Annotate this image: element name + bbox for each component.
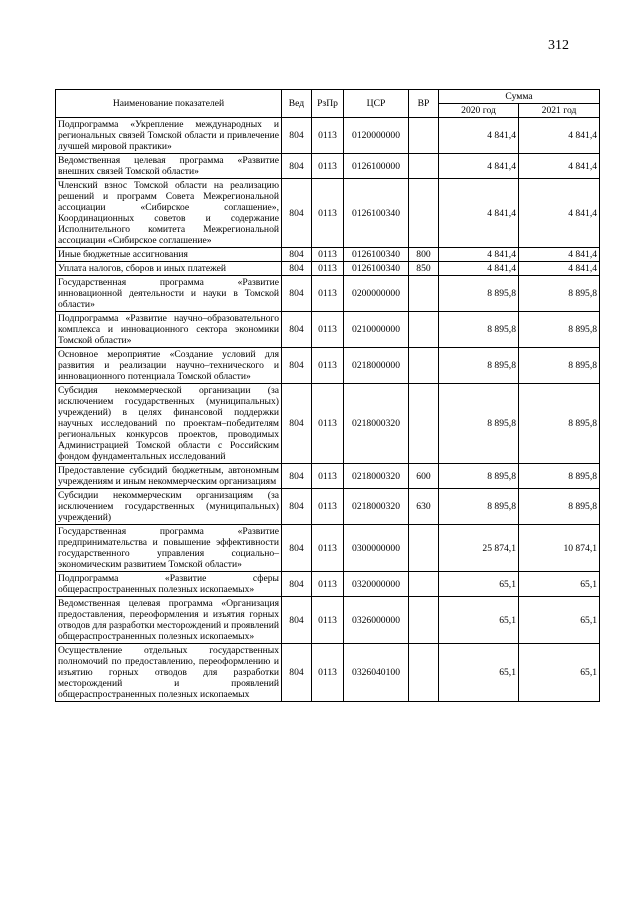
row-rzpr: 0113	[312, 572, 344, 597]
table-row	[56, 644, 600, 702]
row-sum-2020: 4 841,4	[439, 179, 519, 248]
row-rzpr: 0113	[312, 348, 344, 384]
row-sum-2020: 4 841,4	[439, 118, 519, 154]
row-name: Иные бюджетные ассигнования	[56, 248, 282, 262]
row-name: Субсидии некоммерческим организациям (за исключением государственных (муниципальных) учреждений)	[56, 489, 282, 525]
row-csr: 0320000000	[344, 572, 409, 597]
row-name: Государственная программа «Развитие инновационной деятельности и науки в Томской области»	[56, 276, 282, 312]
row-ved: 804	[282, 312, 312, 348]
row-sum-2020: 8 895,8	[439, 276, 519, 312]
row-ved: 804	[282, 118, 312, 154]
row-vr	[409, 572, 439, 597]
table-row	[56, 248, 600, 262]
row-ved: 804	[282, 154, 312, 179]
row-rzpr: 0113	[312, 384, 344, 464]
row-rzpr: 0113	[312, 644, 344, 702]
row-sum-2021: 4 841,4	[519, 118, 600, 154]
page-number: 312	[548, 38, 569, 53]
row-ved: 804	[282, 384, 312, 464]
row-rzpr: 0113	[312, 597, 344, 644]
row-sum-2021: 65,1	[519, 644, 600, 702]
row-csr: 0126100000	[344, 154, 409, 179]
row-vr	[409, 644, 439, 702]
row-sum-2021: 8 895,8	[519, 489, 600, 525]
row-rzpr: 0113	[312, 154, 344, 179]
row-name: Ведомственная целевая программа «Развитие внешних связей Томской области»	[56, 154, 282, 179]
table-row	[56, 312, 600, 348]
row-csr: 0126100340	[344, 248, 409, 262]
row-csr: 0300000000	[344, 525, 409, 572]
row-ved: 804	[282, 597, 312, 644]
row-sum-2021: 4 841,4	[519, 154, 600, 179]
row-sum-2021: 8 895,8	[519, 348, 600, 384]
row-rzpr: 0113	[312, 118, 344, 154]
row-vr: 850	[409, 262, 439, 276]
row-name: Государственная программа «Развитие предпринимательства и повышение эффективности государственного управления социально–экономическим развитием Томской области»	[56, 525, 282, 572]
budget-table	[55, 89, 600, 702]
row-csr: 0126100340	[344, 179, 409, 248]
row-sum-2021: 4 841,4	[519, 179, 600, 248]
row-vr	[409, 384, 439, 464]
row-sum-2020: 25 874,1	[439, 525, 519, 572]
row-sum-2020: 8 895,8	[439, 384, 519, 464]
row-rzpr: 0113	[312, 525, 344, 572]
table-row	[56, 384, 600, 464]
row-name: Подпрограмма «Развитие сферы общераспространенных полезных ископаемых»	[56, 572, 282, 597]
row-ved: 804	[282, 489, 312, 525]
row-ved: 804	[282, 572, 312, 597]
row-csr: 0200000000	[344, 276, 409, 312]
row-sum-2021: 65,1	[519, 597, 600, 644]
row-name: Подпрограмма «Развитие научно–образовательного комплекса и инновационного сектора экономики Томской области»	[56, 312, 282, 348]
row-rzpr: 0113	[312, 179, 344, 248]
row-rzpr: 0113	[312, 489, 344, 525]
row-csr: 0120000000	[344, 118, 409, 154]
row-vr: 800	[409, 248, 439, 262]
row-rzpr: 0113	[312, 262, 344, 276]
row-csr: 0218000320	[344, 489, 409, 525]
row-vr	[409, 179, 439, 248]
table-row	[56, 525, 600, 572]
row-name: Основное мероприятие «Создание условий для развития и реализации научно–технического и инновационного потенциала Томской области»	[56, 348, 282, 384]
row-ved: 804	[282, 276, 312, 312]
row-vr	[409, 348, 439, 384]
row-sum-2021: 8 895,8	[519, 276, 600, 312]
row-csr: 0218000320	[344, 464, 409, 489]
row-sum-2020: 65,1	[439, 572, 519, 597]
row-csr: 0126100340	[344, 262, 409, 276]
header-year-2021: 2021 год	[519, 104, 600, 118]
header-name: Наименование показателей	[56, 90, 282, 118]
row-ved: 804	[282, 248, 312, 262]
table-row	[56, 348, 600, 384]
header-year-2020: 2020 год	[439, 104, 519, 118]
row-csr: 0326000000	[344, 597, 409, 644]
row-rzpr: 0113	[312, 312, 344, 348]
row-csr: 0326040100	[344, 644, 409, 702]
row-sum-2021: 4 841,4	[519, 262, 600, 276]
row-name: Подпрограмма «Укрепление международных и региональных связей Томской области и привлечение лучшей мировой практики»	[56, 118, 282, 154]
row-vr: 600	[409, 464, 439, 489]
row-sum-2020: 8 895,8	[439, 464, 519, 489]
row-vr	[409, 118, 439, 154]
row-ved: 804	[282, 262, 312, 276]
row-name: Ведомственная целевая программа «Организация предоставления, переоформления и изъятия горных отводов для разработки месторождений и проявлений общераспространенных полезных ископаемых»	[56, 597, 282, 644]
row-rzpr: 0113	[312, 248, 344, 262]
table-row	[56, 464, 600, 489]
row-csr: 0210000000	[344, 312, 409, 348]
row-vr	[409, 525, 439, 572]
row-sum-2020: 4 841,4	[439, 262, 519, 276]
table-row	[56, 262, 600, 276]
table-body	[56, 118, 600, 702]
row-vr	[409, 154, 439, 179]
row-ved: 804	[282, 525, 312, 572]
row-rzpr: 0113	[312, 464, 344, 489]
row-name: Уплата налогов, сборов и иных платежей	[56, 262, 282, 276]
table-row	[56, 154, 600, 179]
row-vr	[409, 312, 439, 348]
row-sum-2020: 8 895,8	[439, 312, 519, 348]
row-sum-2020: 4 841,4	[439, 154, 519, 179]
row-name: Предоставление субсидий бюджетным, автономным учреждениям и иным некоммерческим организациям	[56, 464, 282, 489]
table-header	[56, 90, 600, 118]
table-row	[56, 276, 600, 312]
row-vr	[409, 276, 439, 312]
header-rzpr: РзПр	[312, 90, 344, 118]
row-sum-2021: 8 895,8	[519, 464, 600, 489]
header-csr: ЦСР	[344, 90, 409, 118]
row-rzpr: 0113	[312, 276, 344, 312]
header-vr: ВР	[409, 90, 439, 118]
row-name: Субсидия некоммерческой организации (за исключением государственных (муниципальных) учреждений) в целях финансовой поддержки научных исследований по проектам–победителям региональных конкурсов проектов, проводимых Администрацией Томской области с Российским фондом фундаментальных исследований	[56, 384, 282, 464]
row-sum-2021: 10 874,1	[519, 525, 600, 572]
row-ved: 804	[282, 644, 312, 702]
row-sum-2020: 8 895,8	[439, 348, 519, 384]
row-sum-2020: 4 841,4	[439, 248, 519, 262]
row-name: Осуществление отдельных государственных полномочий по предоставлению, переоформлению и изъятию горных отводов для разработки месторождений и проявлений общераспространенных полезных ископаемых	[56, 644, 282, 702]
row-sum-2020: 8 895,8	[439, 489, 519, 525]
row-ved: 804	[282, 179, 312, 248]
table-row	[56, 118, 600, 154]
row-ved: 804	[282, 464, 312, 489]
row-csr: 0218000320	[344, 384, 409, 464]
row-sum-2021: 8 895,8	[519, 312, 600, 348]
table-row	[56, 572, 600, 597]
table-row	[56, 597, 600, 644]
header-ved: Вед	[282, 90, 312, 118]
row-csr: 0218000000	[344, 348, 409, 384]
table-row	[56, 489, 600, 525]
row-sum-2021: 8 895,8	[519, 384, 600, 464]
row-sum-2021: 4 841,4	[519, 248, 600, 262]
row-name: Членский взнос Томской области на реализацию решений и программ Совета Межрегиональной ассоциации «Сибирское соглашение», Координационных советов и содержание Исполнительного комитета Межрегиональной ассоциации «Сибирское соглашение»	[56, 179, 282, 248]
row-sum-2020: 65,1	[439, 597, 519, 644]
table-row	[56, 179, 600, 248]
row-ved: 804	[282, 348, 312, 384]
row-sum-2020: 65,1	[439, 644, 519, 702]
row-sum-2021: 65,1	[519, 572, 600, 597]
row-vr: 630	[409, 489, 439, 525]
row-vr	[409, 597, 439, 644]
header-sum: Сумма	[439, 90, 600, 104]
